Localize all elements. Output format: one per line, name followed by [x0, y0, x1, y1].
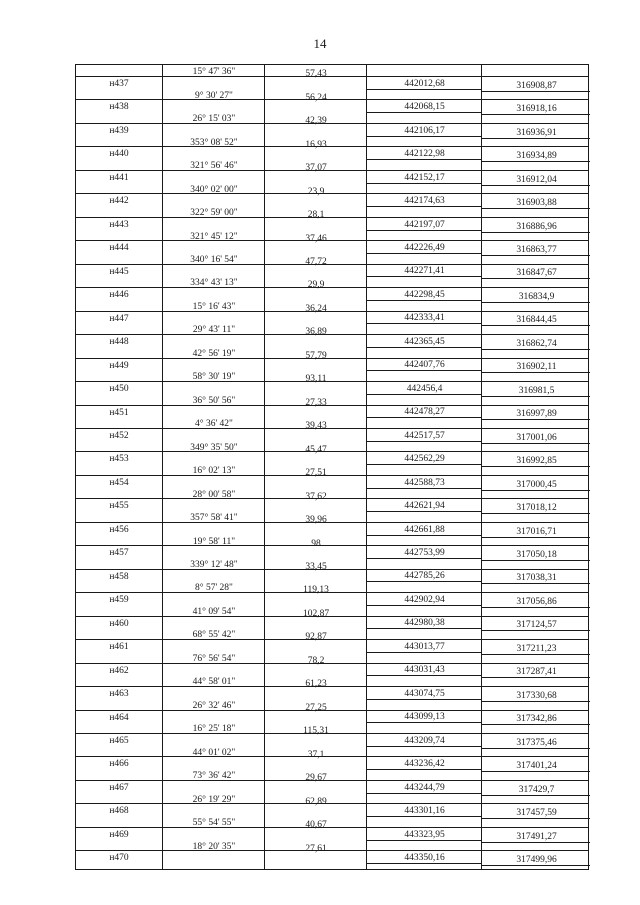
point-name: н450: [109, 384, 129, 395]
row-divider: [76, 475, 588, 476]
x-coordinate: 442012,68: [404, 78, 445, 89]
x-coordinate: 442753,99: [404, 548, 445, 559]
y-coordinate: 317050,18: [516, 550, 557, 561]
row-divider: [76, 803, 588, 804]
column-divider: [162, 65, 163, 869]
row-divider: [76, 76, 588, 77]
segment-angle: 44° 58' 01": [192, 677, 236, 688]
segment-angle: 322° 59' 00": [190, 208, 238, 219]
segment-angle: 15° 16' 43": [192, 301, 236, 312]
segment-distance: 102,87: [302, 608, 330, 619]
row-divider: [76, 710, 588, 711]
segment-angle: 353° 08' 52": [190, 137, 238, 148]
y-coordinate: 317018,12: [516, 503, 557, 514]
segment-distance: 119,13: [303, 585, 329, 596]
row-divider: [76, 287, 588, 288]
y-coordinate: 317491,27: [516, 831, 557, 842]
row-divider: [76, 827, 588, 828]
segment-angle: 68° 55' 42": [192, 630, 236, 641]
y-coordinate: 317124,57: [516, 620, 557, 631]
point-name: н460: [109, 618, 129, 629]
row-divider: [76, 170, 588, 171]
row-divider: [76, 451, 588, 452]
row-divider: [76, 264, 588, 265]
x-coordinate: 443323,95: [404, 829, 445, 840]
point-name: н470: [109, 853, 129, 864]
row-divider: [76, 850, 588, 851]
y-coordinate: 317038,31: [516, 573, 557, 584]
point-name: н464: [109, 712, 129, 723]
row-divider: [76, 780, 588, 781]
y-coordinate: 316908,87: [516, 80, 557, 91]
segment-distance: 47,72: [305, 256, 327, 267]
y-coordinate: 316936,91: [516, 127, 557, 138]
y-coordinate: 317375,46: [516, 737, 557, 748]
segment-distance: 45,47: [305, 444, 327, 455]
segment-angle: 18° 20' 35": [192, 841, 236, 852]
y-coordinate: 317457,59: [516, 808, 557, 819]
point-name: н456: [109, 524, 129, 535]
x-coordinate: 442562,29: [404, 454, 445, 465]
segment-distance: 27,25: [305, 702, 327, 713]
row-divider: [76, 99, 588, 100]
segment-distance: 42,39: [305, 116, 327, 127]
point-name: н437: [109, 79, 129, 89]
segment-angle: 339° 12' 48": [190, 560, 238, 571]
y-coordinate: 316847,67: [516, 268, 557, 279]
x-coordinate: 442478,27: [404, 407, 445, 418]
survey-coordinates-table: [75, 64, 589, 870]
x-coordinate: 442106,17: [404, 125, 445, 136]
segment-angle: 16° 02' 13": [192, 466, 236, 477]
y-coordinate: 316862,74: [516, 338, 557, 349]
y-coordinate: 317001,06: [516, 432, 557, 443]
segment-angle: 357° 58' 41": [190, 513, 238, 524]
x-coordinate: 442588,73: [404, 477, 445, 488]
segment-angle: 26° 32' 46": [192, 700, 236, 711]
point-name: н441: [109, 172, 129, 183]
x-coordinate: 442902,94: [404, 594, 445, 605]
point-name: н467: [109, 782, 129, 793]
x-coordinate: 442661,88: [404, 524, 445, 535]
y-coordinate: 316992,85: [516, 456, 557, 467]
x-coordinate: 442197,07: [404, 219, 445, 230]
point-name: н439: [109, 125, 129, 136]
segment-angle: 26° 19' 29": [192, 794, 236, 805]
segment-distance: 37,62: [305, 491, 327, 502]
segment-angle: 15° 47' 36": [192, 67, 236, 77]
segment-angle: 42° 56' 19": [192, 348, 236, 359]
segment-angle: 334° 43' 13": [190, 278, 238, 289]
segment-distance: 33,45: [305, 562, 327, 573]
row-divider: [76, 756, 588, 757]
row-divider: [76, 334, 588, 335]
row-divider: [76, 663, 588, 664]
x-coordinate: 443209,74: [404, 735, 445, 746]
y-coordinate: 317499,96: [516, 855, 557, 866]
x-coordinate: 442365,45: [404, 336, 445, 347]
y-coordinate: 317342,86: [516, 714, 557, 725]
x-coordinate: 442980,38: [404, 618, 445, 629]
x-coordinate: 443244,79: [404, 782, 445, 793]
segment-distance: 92,87: [305, 632, 327, 643]
x-coordinate: 442068,15: [404, 102, 445, 113]
row-divider: [76, 146, 588, 147]
row-divider: [76, 569, 588, 570]
row-divider: [76, 733, 588, 734]
y-coordinate: 317056,86: [516, 596, 557, 607]
x-coordinate: 443013,77: [404, 641, 445, 652]
x-coordinate: 442785,26: [404, 571, 445, 582]
point-name: н459: [109, 595, 129, 606]
point-name: н463: [109, 689, 129, 700]
segment-distance: 56,24: [305, 92, 327, 103]
segment-distance: 36,24: [305, 303, 327, 314]
segment-distance: 37,46: [305, 233, 327, 244]
segment-distance: 62,89: [305, 796, 327, 807]
x-coordinate: 442517,57: [404, 430, 445, 441]
x-coordinate: 443074,75: [404, 688, 445, 699]
column-divider: [366, 65, 367, 869]
y-coordinate: 317287,41: [516, 667, 557, 678]
point-name: н462: [109, 665, 129, 676]
segment-distance: 93,11: [305, 374, 327, 385]
x-coordinate: 442226,49: [404, 242, 445, 253]
point-name: н469: [109, 829, 129, 840]
point-name: н440: [109, 149, 129, 160]
point-name: н438: [109, 102, 129, 113]
x-coordinate: 442333,41: [404, 313, 445, 324]
point-name: н444: [109, 243, 129, 254]
row-divider: [76, 358, 588, 359]
segment-angle: 321° 56' 46": [190, 161, 238, 172]
segment-distance: 57,79: [305, 350, 327, 361]
row-divider: [76, 686, 588, 687]
y-coordinate: 316981,5: [518, 385, 555, 396]
row-divider: [76, 639, 588, 640]
y-coordinate: 316886,96: [516, 221, 557, 232]
point-name: н447: [109, 313, 129, 324]
segment-distance: 29,9: [307, 280, 325, 291]
segment-distance: 27,61: [305, 843, 327, 854]
x-coordinate: 442152,17: [404, 172, 445, 183]
row-divider: [76, 311, 588, 312]
segment-angle: 36° 50' 56": [192, 395, 236, 406]
point-name: н454: [109, 477, 129, 488]
point-name: н461: [109, 642, 129, 653]
x-coordinate: 442122,98: [404, 149, 445, 160]
y-coordinate: 317211,23: [516, 643, 557, 654]
point-name: н465: [109, 736, 129, 746]
row-divider: [76, 217, 588, 218]
segment-angle: 76° 56' 54": [192, 653, 236, 664]
segment-distance: 37,1: [307, 749, 325, 760]
y-coordinate: 316997,89: [516, 409, 557, 420]
point-name: н457: [109, 548, 129, 559]
y-coordinate: 316934,89: [516, 151, 557, 162]
y-coordinate: 316912,04: [516, 174, 557, 185]
y-coordinate: 316844,45: [516, 315, 557, 326]
x-coordinate: 442174,63: [404, 196, 445, 207]
segment-distance: 40,67: [305, 820, 327, 831]
segment-distance: 37,07: [305, 163, 327, 174]
x-coordinate: 443099,13: [404, 712, 445, 723]
point-name: н446: [109, 290, 129, 301]
segment-angle: 73° 36' 42": [192, 771, 236, 782]
segment-angle: 340° 16' 54": [190, 254, 238, 265]
x-coordinate: 442298,45: [404, 289, 445, 300]
point-name: н452: [109, 430, 129, 441]
y-coordinate: 316918,16: [516, 104, 557, 115]
x-coordinate: 442621,94: [404, 501, 445, 512]
x-coordinate: 442407,76: [404, 360, 445, 371]
segment-distance: 36,89: [305, 327, 327, 338]
row-divider: [76, 428, 588, 429]
row-divider: [76, 498, 588, 499]
segment-distance: 28,1: [307, 210, 325, 221]
x-coordinate: 442271,41: [404, 266, 445, 277]
segment-angle: 321° 45' 12": [190, 231, 238, 242]
segment-angle: 9° 30' 27": [195, 90, 233, 101]
segment-distance: 78,2: [307, 655, 325, 666]
x-coordinate: 442456,4: [406, 383, 443, 394]
segment-distance: 16,93: [305, 139, 327, 150]
segment-angle: 41° 09' 54": [192, 606, 236, 617]
segment-distance: 27,51: [305, 468, 327, 479]
segment-distance: 57,43: [305, 69, 327, 79]
segment-angle: 19° 58' 11": [192, 536, 236, 547]
y-coordinate: 317330,68: [516, 690, 557, 701]
segment-angle: 55° 54' 55": [192, 818, 236, 829]
row-divider: [76, 240, 588, 241]
point-name: н458: [109, 571, 129, 582]
y-coordinate: 316903,88: [516, 198, 557, 209]
y-coordinate: 316902,11: [516, 362, 557, 373]
row-divider: [76, 592, 588, 593]
y-coordinate: 316863,77: [516, 244, 557, 255]
column-divider: [264, 65, 265, 869]
point-name: н468: [109, 806, 129, 817]
point-name: н466: [109, 759, 129, 770]
segment-angle: 29° 43' 11": [192, 325, 236, 336]
point-name: н442: [109, 196, 129, 207]
row-divider: [76, 381, 588, 382]
point-name: н455: [109, 501, 129, 512]
segment-distance: 39,43: [305, 421, 327, 432]
y-coordinate: 317016,71: [516, 526, 557, 537]
segment-angle: 340° 02' 00": [190, 184, 238, 195]
point-name: н448: [109, 337, 129, 348]
point-name: н449: [109, 360, 129, 371]
point-name: н443: [109, 219, 129, 230]
segment-distance: 29,67: [305, 773, 327, 784]
point-name: н451: [109, 407, 129, 418]
segment-angle: 4° 36' 42": [195, 419, 233, 430]
segment-angle: 28° 00' 58": [192, 489, 236, 500]
row-divider: [76, 522, 588, 523]
segment-angle: 8° 57' 28": [195, 583, 233, 594]
point-name: н445: [109, 266, 129, 277]
x-coordinate: 443350,16: [404, 853, 445, 864]
y-coordinate: 317401,24: [516, 761, 557, 772]
row-divider: [76, 545, 588, 546]
y-coordinate: 317000,45: [516, 479, 557, 490]
segment-angle: 26° 15' 03": [192, 114, 236, 125]
row-divider: [76, 193, 588, 194]
row-divider: [76, 123, 588, 124]
x-coordinate: 443236,42: [404, 759, 445, 770]
segment-distance: 98: [311, 538, 321, 549]
segment-distance: 27,33: [305, 397, 327, 408]
segment-distance: 115,31: [303, 726, 329, 737]
page-number: 14: [313, 36, 327, 51]
segment-angle: 44° 01' 02": [192, 747, 236, 758]
segment-distance: 23,9: [307, 186, 325, 197]
row-divider: [76, 616, 588, 617]
segment-angle: 58° 30' 19": [192, 372, 236, 383]
y-coordinate: 316834,9: [518, 291, 555, 302]
segment-angle: 16° 25' 18": [192, 724, 236, 735]
segment-distance: 39,96: [305, 515, 327, 526]
x-coordinate: 443031,43: [404, 665, 445, 676]
segment-angle: 349° 35' 50": [190, 442, 238, 453]
y-coordinate: 317429,7: [518, 784, 555, 795]
row-divider: [76, 405, 588, 406]
segment-distance: 61,23: [305, 679, 327, 690]
x-coordinate: 443301,16: [404, 806, 445, 817]
point-name: н453: [109, 454, 129, 465]
